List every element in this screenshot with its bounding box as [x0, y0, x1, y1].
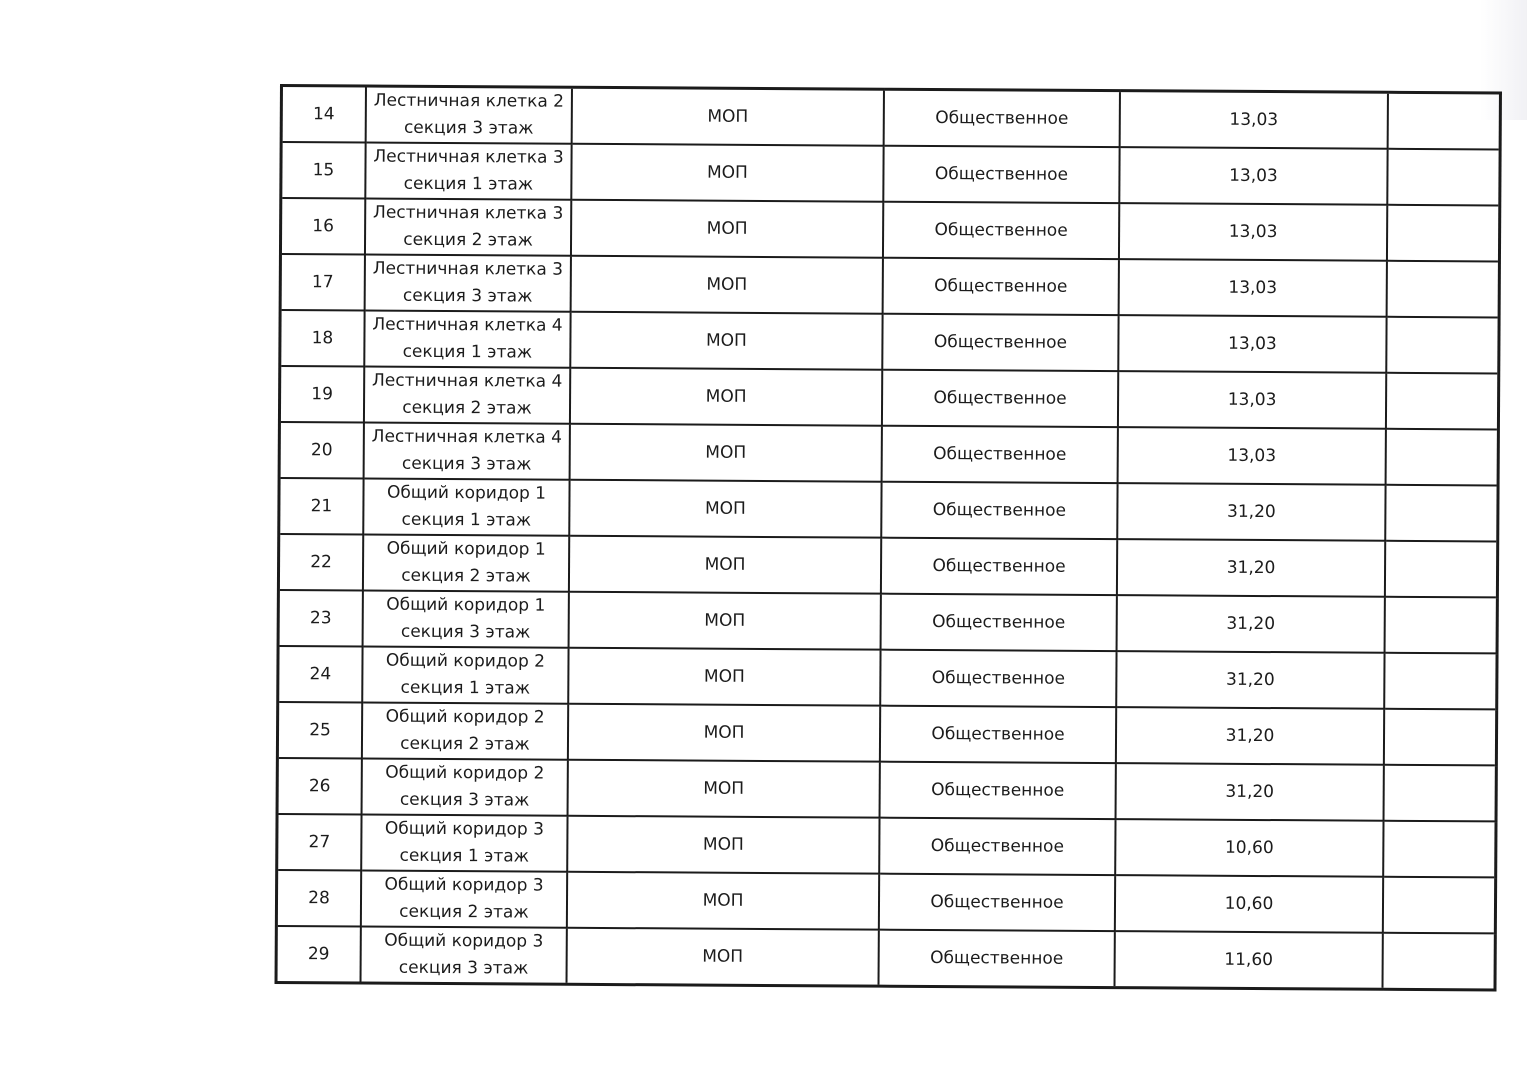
premises-name-cell	[366, 86, 572, 144]
premises-name-line2: секция 2 этаж	[402, 397, 532, 419]
premises-name-cell	[363, 479, 569, 536]
row-number-cell: 14	[281, 86, 366, 143]
premises-use-cell: Общественное	[882, 370, 1118, 427]
premises-name-cell	[361, 871, 567, 928]
premises-name-cell	[362, 759, 568, 816]
area-cell: 31,20	[1116, 707, 1384, 765]
premises-name-cell	[365, 255, 571, 312]
premises-type-cell: МОП	[567, 816, 879, 874]
area-cell: 10,60	[1115, 875, 1383, 933]
premises-use-cell: Общественное	[879, 930, 1115, 988]
premises-use-cell: Общественное	[880, 650, 1116, 707]
area-cell: 31,20	[1116, 763, 1384, 821]
premises-name-line1: Общий коридор 2	[385, 650, 546, 672]
table-row	[279, 422, 1498, 485]
premises-use-cell: Общественное	[879, 818, 1115, 875]
empty-cell	[1386, 373, 1499, 430]
premises-table-body	[276, 86, 1500, 990]
premises-name-line1: Общий коридор 1	[386, 594, 546, 616]
premises-name-cell	[361, 815, 567, 872]
row-number-cell: 29	[276, 926, 361, 983]
premises-type-cell: МОП	[568, 704, 880, 762]
premises-use-cell: Общественное	[881, 538, 1117, 595]
premises-name-line2: секция 1 этаж	[403, 173, 534, 195]
empty-cell	[1384, 653, 1497, 710]
empty-cell	[1385, 485, 1498, 542]
premises-name-line2: секция 1 этаж	[401, 509, 532, 531]
table-row	[281, 142, 1500, 205]
premises-use-cell: Общественное	[880, 762, 1116, 819]
row-number-cell: 23	[278, 590, 363, 647]
premises-type-cell: МОП	[572, 87, 884, 145]
premises-use-cell: Общественное	[882, 426, 1118, 483]
premises-name-line2: секция 3 этаж	[402, 285, 533, 307]
empty-cell	[1385, 541, 1498, 598]
premises-use-cell: Общественное	[883, 146, 1119, 203]
premises-name-cell	[361, 927, 567, 985]
premises-type-cell: МОП	[567, 928, 879, 986]
premises-name-cell	[364, 367, 570, 424]
premises-name-line1: Лестничная клетка 2	[373, 90, 565, 112]
premises-type-cell: МОП	[569, 592, 881, 650]
premises-use-cell: Общественное	[880, 706, 1116, 763]
empty-cell	[1382, 933, 1495, 990]
row-number-cell: 20	[279, 422, 364, 479]
area-cell: 31,20	[1117, 595, 1385, 653]
premises-name-line1: Общий коридор 2	[385, 762, 545, 784]
premises-use-cell: Общественное	[883, 202, 1119, 259]
premises-type-cell: МОП	[568, 648, 880, 706]
empty-cell	[1386, 317, 1499, 374]
premises-name-cell	[362, 647, 568, 704]
table-row	[279, 366, 1498, 429]
table-row	[280, 254, 1499, 317]
premises-name-line1: Лестничная клетка 4	[371, 426, 563, 448]
table-row	[278, 534, 1497, 597]
premises-type-cell: МОП	[570, 424, 882, 482]
area-cell: 13,03	[1119, 259, 1387, 317]
premises-name-cell	[362, 703, 568, 760]
table-row	[280, 198, 1499, 261]
table-row	[280, 310, 1499, 373]
premises-name-cell	[363, 591, 569, 648]
premises-name-line2: секция 3 этаж	[399, 789, 530, 811]
area-cell: 10,60	[1115, 819, 1383, 877]
premises-name-line2: секция 1 этаж	[402, 341, 533, 363]
area-cell: 13,03	[1120, 91, 1388, 149]
premises-name-line1: Общий коридор 3	[384, 818, 545, 840]
premises-name-line1: Лестничная клетка 4	[372, 314, 563, 336]
premises-name-line2: секция 1 этаж	[399, 845, 530, 867]
row-number-cell: 26	[277, 758, 362, 815]
area-cell: 13,03	[1118, 427, 1386, 485]
empty-cell	[1383, 877, 1496, 934]
empty-cell	[1383, 821, 1496, 878]
row-number-cell: 28	[276, 870, 361, 927]
premises-name-cell	[365, 199, 571, 256]
empty-cell	[1384, 765, 1497, 822]
area-cell: 13,03	[1119, 203, 1387, 261]
table-row	[278, 646, 1497, 709]
premises-type-cell: МОП	[569, 480, 881, 538]
premises-name-line1: Общий коридор 1	[386, 538, 546, 560]
premises-name-line1: Общий коридор 1	[386, 482, 547, 504]
table-row	[278, 590, 1497, 653]
table-row	[277, 814, 1496, 877]
premises-type-cell: МОП	[571, 256, 883, 314]
premises-use-cell: Общественное	[883, 258, 1119, 315]
area-cell: 31,20	[1116, 651, 1384, 709]
row-number-cell: 24	[278, 646, 363, 703]
premises-name-line1: Лестничная клетка 4	[371, 370, 563, 392]
premises-type-cell: МОП	[567, 872, 879, 930]
row-number-cell: 15	[281, 142, 366, 199]
area-cell: 11,60	[1114, 931, 1382, 989]
premises-name-line1: Общий коридор 2	[385, 706, 545, 728]
area-cell: 13,03	[1119, 147, 1387, 205]
premises-name-line2: секция 3 этаж	[400, 621, 531, 643]
premises-use-cell: Общественное	[884, 89, 1120, 147]
empty-cell	[1386, 429, 1499, 486]
area-cell: 13,03	[1118, 315, 1386, 373]
premises-use-cell: Общественное	[881, 482, 1117, 539]
premises-name-line1: Общий коридор 3	[384, 930, 544, 952]
table-row	[276, 870, 1495, 933]
premises-name-cell	[365, 143, 571, 200]
premises-name-line1: Лестничная клетка 3	[373, 146, 564, 168]
premises-table	[275, 84, 1502, 991]
premises-use-cell: Общественное	[881, 594, 1117, 651]
premises-name-line1: Лестничная клетка 3	[372, 258, 564, 280]
premises-name-cell	[364, 423, 570, 480]
empty-cell	[1387, 261, 1500, 318]
premises-name-line1: Лестничная клетка 3	[373, 202, 564, 224]
table-row	[281, 86, 1500, 150]
row-number-cell: 19	[279, 366, 364, 423]
row-number-cell: 22	[278, 534, 363, 591]
area-cell: 13,03	[1118, 371, 1386, 429]
premises-type-cell: МОП	[568, 760, 880, 818]
premises-name-line2: секция 2 этаж	[399, 901, 529, 923]
row-number-cell: 21	[279, 478, 364, 535]
empty-cell	[1387, 149, 1500, 206]
table-row	[276, 926, 1495, 990]
row-number-cell: 25	[277, 702, 362, 759]
row-number-cell: 27	[277, 814, 362, 871]
premises-name-line2: секция 2 этаж	[400, 733, 530, 755]
table-row	[279, 478, 1498, 541]
premises-type-cell: МОП	[570, 312, 882, 370]
table-row	[277, 702, 1496, 765]
premises-name-line2: секция 1 этаж	[400, 677, 531, 699]
premises-type-cell: МОП	[569, 536, 881, 594]
empty-cell	[1384, 709, 1497, 766]
empty-cell	[1387, 205, 1500, 262]
premises-name-line2: секция 3 этаж	[398, 957, 529, 979]
premises-name-line2: секция 2 этаж	[403, 229, 533, 251]
table-row	[277, 758, 1496, 821]
premises-name-line1: Общий коридор 3	[384, 874, 544, 896]
premises-name-cell	[364, 311, 570, 368]
empty-cell	[1385, 597, 1498, 654]
premises-use-cell: Общественное	[882, 314, 1118, 371]
empty-cell	[1388, 92, 1501, 149]
row-number-cell: 18	[280, 310, 365, 367]
premises-name-cell	[363, 535, 569, 592]
area-cell: 31,20	[1117, 539, 1385, 597]
premises-use-cell: Общественное	[879, 874, 1115, 931]
area-cell: 31,20	[1117, 483, 1385, 541]
row-number-cell: 16	[280, 198, 365, 255]
premises-type-cell: МОП	[571, 200, 883, 258]
premises-name-line2: секция 3 этаж	[403, 117, 534, 139]
premises-type-cell: МОП	[570, 368, 882, 426]
premises-type-cell: МОП	[571, 144, 883, 202]
premises-name-line2: секция 3 этаж	[401, 453, 532, 475]
row-number-cell: 17	[280, 254, 365, 311]
premises-name-line2: секция 2 этаж	[401, 565, 531, 587]
